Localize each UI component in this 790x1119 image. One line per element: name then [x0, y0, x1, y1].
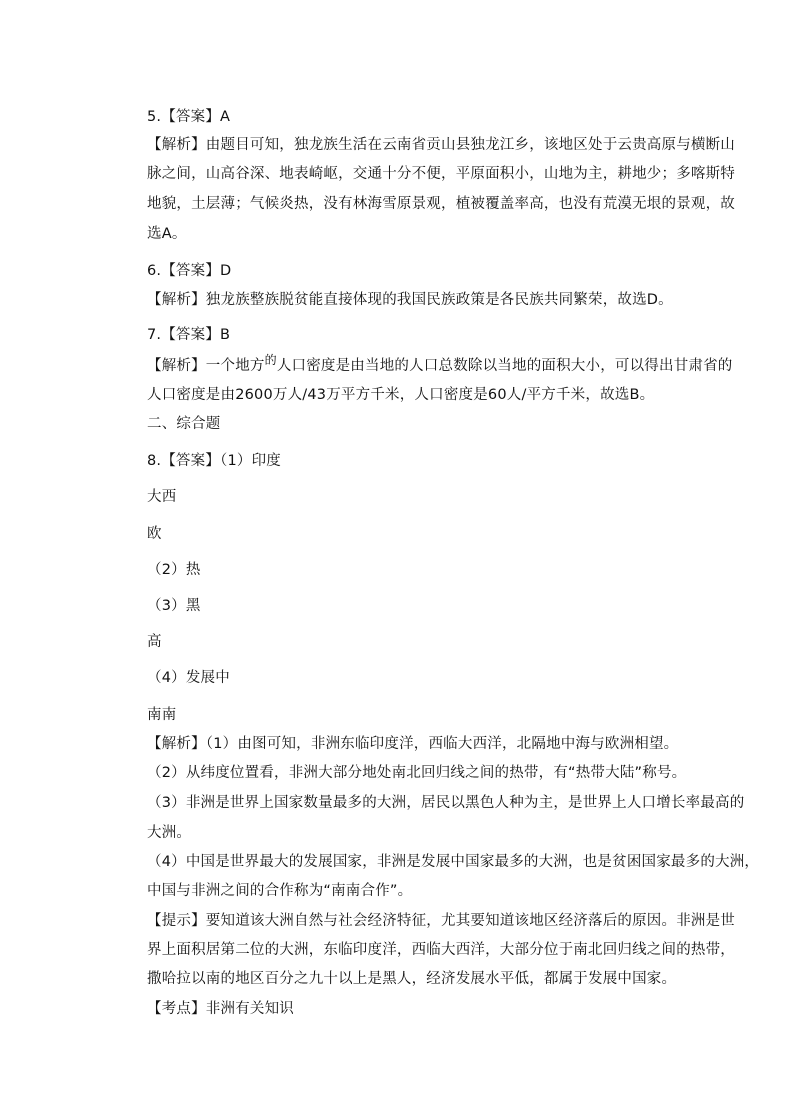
q5-analysis-line: 【解析】由题目可知，独龙族生活在云南省贡山县独龙江乡，该地区处于云贵高原与横断山 [147, 137, 735, 153]
q8-answer-item: （4）发展中 [147, 670, 230, 686]
q5-analysis-line: 脉之间，山高谷深、地表崎岖，交通十分不便，平原面积小，山地为主，耕地少；多喀斯特 [147, 166, 735, 182]
q8-answer-item: （3）黑 [147, 598, 201, 614]
q8-kaodian: 【考点】非洲有关知识 [147, 1001, 294, 1017]
q7-answer: 7.【答案】B [147, 327, 231, 343]
q8-answer-item: （2）热 [147, 562, 201, 578]
q8-hint-line: 撒哈拉以南的地区百分之九十以上是黑人，经济发展水平低，都属于发展中国家。 [147, 971, 677, 987]
q8-answer-item: 高 [147, 634, 162, 650]
q8-analysis-line: 中国与非洲之间的合作称为“南南合作”。 [147, 883, 413, 899]
q8-analysis-line: 【解析】（1）由图可知，非洲东临印度洋，西临大西洋，北隔地中海与欧洲相望。 [147, 736, 679, 752]
q8-answer: 8.【答案】（1）印度 [147, 453, 282, 469]
q8-analysis-line: （2）从纬度位置看，非洲大部分地处南北回归线之间的热带，有“热带大陆”称号。 [147, 765, 687, 781]
q5-analysis-line: 地貌，土层薄；气候炎热，没有林海雪原景观，植被覆盖率高，也没有荒漠无垠的景观，故 [147, 196, 735, 212]
q7-analysis-text: 人口密度是由当地的人口总数除以当地的面积大小，可以得出甘肃省的 [276, 358, 733, 374]
q6-analysis-line: 【解析】独龙族整族脱贫能直接体现的我国民族政策是各民族共同繁荣，故选D。 [147, 292, 673, 308]
q8-analysis-line: （3）非洲是世界上国家数量最多的大洲，居民以黑色人种为主，是世界上人口增长率最高的 [147, 795, 745, 811]
q7-analysis-line: 人口密度是由2600万人/43万平方千米，人口密度是60人/平方千米，故选B。 [147, 387, 655, 403]
q8-answer-item: 欧 [147, 526, 162, 542]
q6-answer: 6.【答案】D [147, 263, 232, 279]
q8-hint-line: 【提示】要知道该大洲自然与社会经济特征，尤其要知道该地区经济落后的原因。非洲是世 [147, 913, 735, 929]
q7-analysis-text: 【解析】一个地方 [147, 358, 265, 374]
q7-analysis-line [147, 353, 733, 376]
q8-analysis-line: （4）中国是世界最大的发展国家，非洲是发展中国家最多的大洲，也是贫困国家最多的大洲， [147, 854, 760, 870]
q7-analysis-superscript: 的 [264, 353, 277, 367]
q8-hint-line: 界上面积居第二位的大洲，东临印度洋，西临大西洋，大部分位于南北回归线之间的热带， [147, 942, 735, 958]
q8-answer-item: 大西 [147, 489, 177, 505]
q5-analysis-line: 选A。 [147, 226, 187, 242]
q5-answer: 5.【答案】A [147, 109, 231, 125]
section-heading: 二、综合题 [147, 416, 221, 432]
q8-answer-item: 南南 [147, 707, 177, 723]
q8-analysis-line: 大洲。 [147, 825, 192, 841]
